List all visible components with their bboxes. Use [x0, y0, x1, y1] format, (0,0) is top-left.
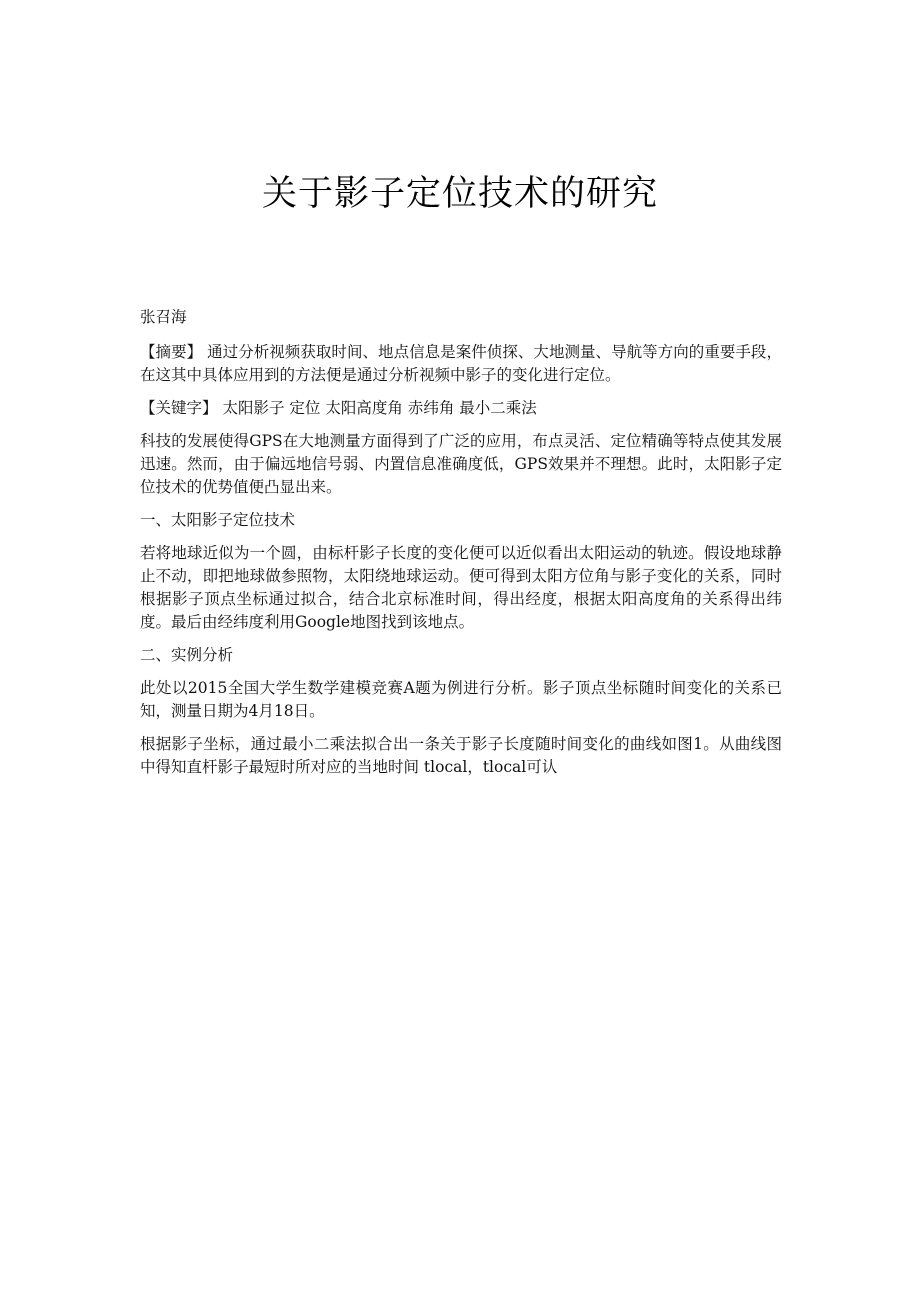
author-name: 张召海 [140, 308, 187, 326]
keywords-label: 【关键字】 [140, 399, 218, 417]
paper-body [140, 306, 782, 789]
section-paragraph: 根据影子坐标，通过最小二乘法拟合出一条关于影子长度随时间变化的曲线如图1。从曲线图中得知直杆影子最短时所对应的当地时间 tlocal，tlocal可认 [140, 735, 782, 776]
abstract-text: 通过分析视频获取时间、地点信息是案件侦探、大地测量、导航等方向的重要手段，在这其中具体应用到的方法便是通过分析视频中影子的变化进行定位。 [140, 343, 782, 384]
abstract-label: 【摘要】 [140, 343, 203, 361]
keyword-item: 赤纬角 [407, 399, 455, 417]
section-paragraph: 此处以2015全国大学生数学建模竞赛A题为例进行分析。影子顶点坐标随时间变化的关系已知，测量日期为4月18日。 [140, 679, 782, 720]
keyword-item: 太阳高度角 [325, 399, 403, 417]
section-heading: 一、太阳影子定位技术 [140, 511, 296, 529]
paper-title: 关于影子定位技术的研究 [261, 174, 658, 214]
keyword-item: 定位 [289, 399, 321, 417]
keyword-item: 太阳影子 [222, 399, 285, 417]
keywords-paragraph [140, 397, 782, 420]
keyword-item: 最小二乘法 [459, 399, 537, 417]
section-heading: 二、实例分析 [140, 646, 234, 664]
abstract-paragraph [140, 341, 782, 387]
section-paragraph: 若将地球近似为一个圆，由标杆影子长度的变化便可以近似看出太阳运动的轨迹。假设地球静止不动，即把地球做参照物，太阳绕地球运动。便可得到太阳方位角与影子变化的关系，同时根据影子顶点坐标通过拟合，结合北京标准时间，得出经度，根据太阳高度角的关系得出纬度。最后由经纬度利用Google地图找到该地点。 [140, 544, 782, 631]
intro-paragraph: 科技的发展使得GPS在大地测量方面得到了广泛的应用，布点灵活、定位精确等特点使其发展迅速。然而，由于偏远地信号弱、内置信息准确度低，GPS效果并不理想。此时，太阳影子定位技术的优势值便凸显出来。 [140, 432, 782, 496]
